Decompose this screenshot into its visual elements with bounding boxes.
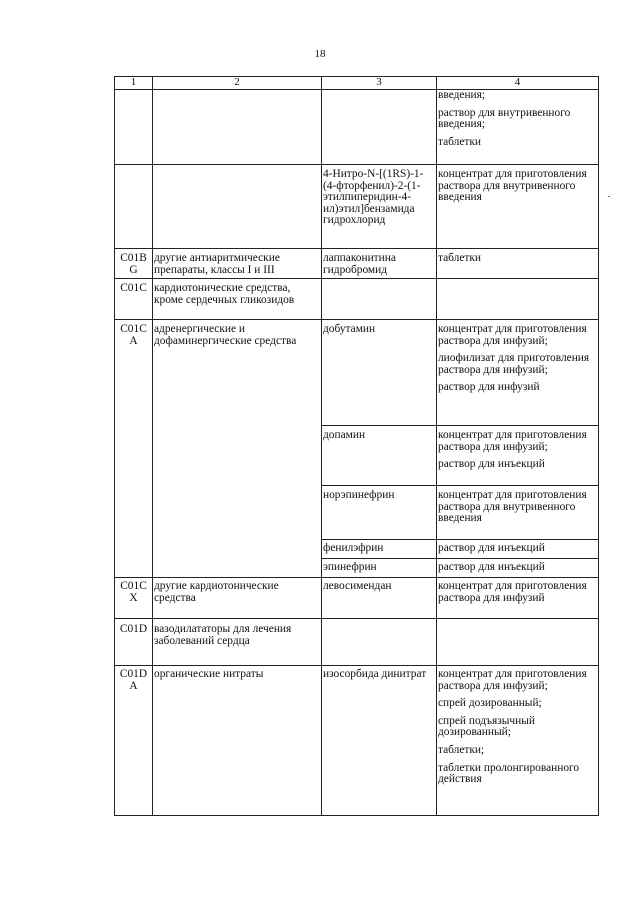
substance-cell bbox=[322, 619, 437, 666]
group-cell: другие антиаритмические препараты, классы I и III bbox=[153, 249, 322, 279]
table-header-row bbox=[115, 77, 599, 90]
atc-code-cell bbox=[115, 90, 153, 165]
substance-cell: добутамин bbox=[322, 320, 437, 426]
forms-cell bbox=[437, 90, 599, 165]
column-header: 3 bbox=[322, 77, 437, 90]
dosage-form: концентрат для приготовления раствора для инфузий; bbox=[438, 429, 587, 453]
substance-cell bbox=[322, 279, 437, 320]
table-row bbox=[115, 666, 599, 816]
group-cell: другие кардиотонические средства bbox=[153, 578, 322, 619]
column-header: 2 bbox=[153, 77, 322, 90]
forms-cell bbox=[437, 540, 599, 559]
dosage-form: таблетки пролонгированного действия bbox=[438, 761, 580, 786]
table-row bbox=[115, 279, 599, 320]
atc-code-cell bbox=[115, 279, 153, 320]
atc-code: C01B bbox=[120, 252, 147, 264]
substance-cell: лаппаконитина гидробромид bbox=[322, 249, 437, 279]
table-row bbox=[115, 619, 599, 666]
substance-cell: допамин bbox=[322, 426, 437, 486]
dosage-form: концентрат для приготовления раствора для инфузий; bbox=[438, 668, 587, 692]
group-cell: адренергические и дофаминергические средства bbox=[153, 320, 322, 578]
page-number: 18 bbox=[314, 48, 326, 60]
table-row bbox=[115, 578, 599, 619]
atc-code-suffix: A bbox=[129, 679, 138, 692]
atc-code-cell bbox=[115, 666, 153, 816]
atc-code: C01D bbox=[119, 668, 148, 680]
atc-code-suffix: X bbox=[129, 591, 138, 604]
table-row bbox=[115, 165, 599, 249]
atc-code: C01C bbox=[120, 282, 147, 294]
forms-cell bbox=[437, 165, 599, 249]
atc-code-cell bbox=[115, 320, 153, 578]
forms-cell bbox=[437, 578, 599, 619]
dosage-form: спрей подъязычный дозированный; bbox=[438, 714, 535, 739]
dosage-form: раствор для инфузий bbox=[438, 381, 540, 394]
forms-cell bbox=[437, 279, 599, 320]
dosage-form: концентрат для приготовления раствора для инфузий bbox=[438, 580, 587, 604]
group-cell bbox=[153, 90, 322, 165]
table-row bbox=[115, 90, 599, 165]
atc-code-cell bbox=[115, 249, 153, 279]
dosage-form: таблетки bbox=[438, 135, 482, 148]
group-cell bbox=[153, 165, 322, 249]
dosage-form: раствор для внутривенного введения; bbox=[438, 106, 571, 131]
atc-code: C01D bbox=[119, 623, 148, 635]
atc-code: C01C bbox=[120, 323, 147, 335]
dosage-form: введения; bbox=[438, 89, 486, 101]
atc-code-cell bbox=[115, 619, 153, 666]
dosage-form: концентрат для приготовления раствора для внутривенного введения bbox=[438, 489, 587, 525]
forms-cell bbox=[437, 486, 599, 540]
atc-code-suffix: A bbox=[129, 334, 138, 347]
atc-code-suffix: G bbox=[129, 263, 138, 276]
scan-mark bbox=[608, 196, 610, 197]
column-header: 1 bbox=[115, 77, 153, 90]
forms-cell bbox=[437, 619, 599, 666]
substance-cell: левосимендан bbox=[322, 578, 437, 619]
substance-cell: норэпинефрин bbox=[322, 486, 437, 540]
substance-cell: эпинефрин bbox=[322, 559, 437, 578]
substance-cell: 4-Нитро-N-[(1RS)-1-(4-фторфенил)-2-(1-этилпиперидин-4-ил)этил]бензамида гидрохлорид bbox=[322, 165, 437, 249]
drug-table bbox=[114, 76, 599, 816]
forms-cell bbox=[437, 426, 599, 486]
substance-cell: изосорбида динитрат bbox=[322, 666, 437, 816]
dosage-form: раствор для инъекций bbox=[438, 561, 545, 573]
group-cell: вазодилататоры для лечения заболеваний сердца bbox=[153, 619, 322, 666]
atc-code-cell bbox=[115, 165, 153, 249]
dosage-form: раствор для инъекций bbox=[438, 458, 545, 471]
group-cell: органические нитраты bbox=[153, 666, 322, 816]
atc-code: C01C bbox=[120, 580, 147, 592]
dosage-form: концентрат для приготовления раствора для инфузий; bbox=[438, 323, 587, 347]
dosage-form: таблетки bbox=[438, 252, 482, 264]
dosage-form: раствор для инъекций bbox=[438, 542, 545, 554]
column-header: 4 bbox=[437, 77, 599, 90]
table-row bbox=[115, 320, 599, 426]
forms-cell bbox=[437, 320, 599, 426]
dosage-form: концентрат для приготовления раствора для внутривенного введения bbox=[438, 168, 587, 204]
forms-cell bbox=[437, 666, 599, 816]
forms-cell bbox=[437, 249, 599, 279]
substance-cell bbox=[322, 90, 437, 165]
forms-cell bbox=[437, 559, 599, 578]
dosage-form: спрей дозированный; bbox=[438, 697, 542, 710]
atc-code-cell bbox=[115, 578, 153, 619]
dosage-form: таблетки; bbox=[438, 743, 485, 756]
substance-cell: фенилэфрин bbox=[322, 540, 437, 559]
group-cell: кардиотонические средства, кроме сердечных гликозидов bbox=[153, 279, 322, 320]
dosage-form: лиофилизат для приготовления раствора для инфузий; bbox=[438, 352, 590, 376]
table-row bbox=[115, 249, 599, 279]
